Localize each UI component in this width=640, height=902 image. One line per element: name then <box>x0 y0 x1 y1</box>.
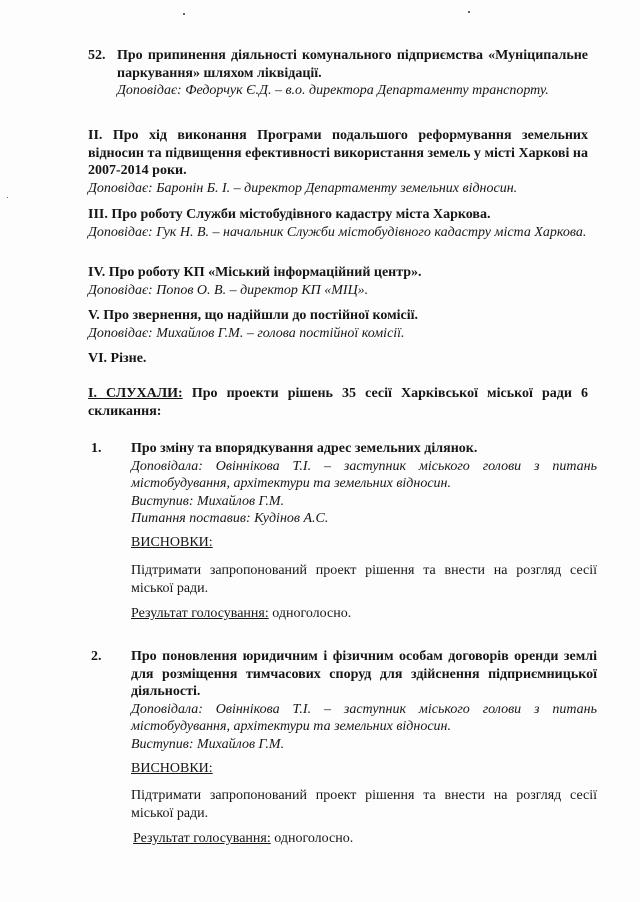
item-2-reporter: Доповідала: Овіннікова Т.І. – заступник міського голови з питань містобудування, архітектури та земельних відносин. <box>131 701 597 734</box>
agenda-item-3 <box>88 206 588 241</box>
agenda-item-6 <box>88 350 588 368</box>
agenda-item-5-speaker: Доповідає: Михайлов Г.М. – голова постійної комісії. <box>88 325 405 341</box>
agenda-item-5 <box>88 307 588 342</box>
item-2-spoke: Виступив: Михайлов Г.М. <box>131 736 285 752</box>
item-2-number: 2. <box>91 649 102 664</box>
agenda-item-3-speaker: Доповідає: Гук Н. В. – начальник Служби містобудівного кадастру міста Харкова. <box>88 224 587 240</box>
agenda-item-4-title: IV. Про роботу КП «Міський інформаційний центр». <box>88 265 422 280</box>
item-2-conclusion: Підтримати запропонований проект рішення та внести на розгляд сесії міської ради. <box>131 788 597 821</box>
item-2-vote-label: Результат голосування: <box>133 831 271 846</box>
scan-speck <box>468 11 470 13</box>
agenda-item-5-title: V. Про звернення, що надійшли до постійної комісії. <box>88 308 419 323</box>
item-52-title: Про припинення діяльності комунального підприємства «Муніципальне паркування» шляхом ліквідації. <box>117 48 588 81</box>
item-2-vote <box>133 830 353 848</box>
item-52-speaker: Доповідає: Федорчук Є.Д. – в.о. директора Департаменту транспорту. <box>117 83 549 98</box>
scan-speck <box>7 197 8 198</box>
agenda-item-2-title: II. Про хід виконання Програми подальшого реформування земельних відносин та підвищення ефективності використання земель у місті Харкові на 2007-2014 роки. <box>88 128 588 178</box>
item-1-conclusions-label: ВИСНОВКИ: <box>131 535 213 550</box>
item-2-title: Про поновлення юридичним і фізичним особам договорів оренди землі для розміщення тимчасових споруд для здійснення підприємницької діяльності. <box>131 649 597 699</box>
item-1-vote <box>131 605 351 623</box>
item-2-vote-value: одноголосно. <box>270 831 354 846</box>
agenda-item-4 <box>88 264 588 299</box>
item-52 <box>117 47 588 100</box>
agenda-item-2 <box>88 127 588 197</box>
item-2-conclusions-label: ВИСНОВКИ: <box>131 761 213 776</box>
agenda-item-6-title: VI. Різне. <box>88 351 147 366</box>
item-1-question: Питання поставив: Кудінов А.С. <box>131 511 329 526</box>
item-1-reporter: Доповідала: Овіннікова Т.І. – заступник міського голови з питань містобудування, архітектури та земельних відносин. <box>131 458 597 491</box>
scan-speck <box>183 13 185 15</box>
heard-label: I. СЛУХАЛИ: <box>88 386 183 401</box>
item-1-vote-value: одноголосно. <box>268 606 352 621</box>
item-1 <box>131 440 597 528</box>
item-52-number: 52. <box>88 48 106 63</box>
item-1-vote-label: Результат голосування: <box>131 606 269 621</box>
agenda-item-3-title: III. Про роботу Служби містобудівного кадастру міста Харкова. <box>88 207 491 222</box>
item-1-title: Про зміну та впорядкування адрес земельних ділянок. <box>131 441 478 456</box>
heard-text: Про проекти рішень 35 сесії Харківської міської ради 6 скликання: <box>88 386 588 419</box>
item-1-number: 1. <box>91 441 102 456</box>
heard-section <box>88 385 588 420</box>
agenda-item-2-speaker: Доповідає: Баронін Б. І. – директор Департаменту земельних відносин. <box>88 180 518 196</box>
agenda-item-4-speaker: Доповідає: Попов О. В. – директор КП «МІЦ». <box>88 282 369 298</box>
item-1-conclusion: Підтримати запропонований проект рішення та внести на розгляд сесії міської ради. <box>131 563 597 596</box>
item-2 <box>131 648 597 753</box>
item-1-spoke: Виступив: Михайлов Г.М. <box>131 493 285 509</box>
